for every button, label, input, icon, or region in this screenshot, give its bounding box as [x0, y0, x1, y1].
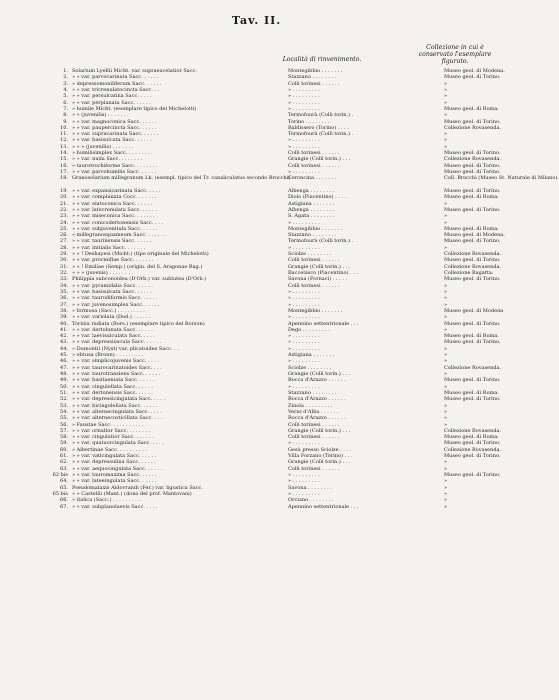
row-number: 3. [63, 80, 68, 87]
row-collection: Collezione Rovasenda. [444, 364, 502, 371]
row-collection: » [444, 484, 448, 491]
row-collection: » [444, 99, 448, 106]
row-locality: » . . . . . . . . . [288, 440, 320, 447]
row-collection: » [444, 352, 448, 359]
row-number: 41. [60, 326, 68, 333]
row-description: » » var. expansicarinata Sacc. . . . . [72, 187, 161, 194]
row-number: 1. [63, 68, 68, 74]
row-locality: » . . . . . . . . . [288, 333, 320, 340]
row-number: 9. [63, 118, 68, 125]
row-number: 15. [60, 156, 68, 163]
row-locality: Colli torinesi . . . . . . [288, 465, 340, 472]
row-number: 46. [60, 358, 68, 365]
row-description: » » var. taurodiformis Sacc. . . . . . [72, 295, 158, 302]
row-collection: » [444, 244, 448, 251]
row-locality: Rocca d'Arazzo . . . . . . [288, 415, 346, 422]
row-number: 51. [60, 389, 68, 396]
row-description: » » var. basitaeniata Sacc. . . . . . [72, 377, 155, 384]
row-collection: Museo geol. di Torino. [444, 396, 501, 403]
row-description: » Albertinae Sacc. . . . . . . . . . [72, 446, 147, 453]
row-number: 17. [60, 169, 68, 175]
row-collection: Museo geol. di Torino. [444, 206, 501, 213]
row-number: 37. [60, 301, 68, 308]
row-locality: Stazzano . . . . . . . . [288, 232, 337, 239]
row-collection: » [444, 459, 448, 466]
row-description: » taurotrochiforme Sacc. . . . . . . . [72, 162, 158, 169]
row-description: » humile Micht. (esemplare tipico del Michelotti) [72, 105, 197, 112]
row-description: » » var. cingulellata Sacc. . . . . . [72, 383, 153, 390]
row-number: 25. [60, 225, 68, 232]
row-collection: » [444, 314, 448, 321]
row-description: » Faustae Sacc. . . . . . . . . . . [72, 421, 144, 428]
row-locality: S. Agata . . . . . . . . [288, 213, 335, 220]
row-description: » » var. persulcatina Sacc. . . . . [72, 93, 152, 100]
row-description: » » var. parvohumilis Sacc. . . . . . [72, 169, 157, 175]
row-number: 35. [60, 288, 68, 295]
row-collection: » [444, 503, 448, 510]
row-collection: Museo geol. di Torino. [444, 377, 501, 384]
row-locality: Gesù presso Sciolze . . . . [288, 446, 352, 453]
row-number: 39. [60, 314, 68, 321]
row-locality: » . . . . . . . . . [288, 339, 320, 346]
row-locality: Sciolze . . . . . . . . [288, 364, 332, 371]
row-collection: » [444, 490, 448, 497]
row-collection: » [444, 131, 448, 138]
row-description: » » (juvenilis) . . . . . . . [72, 112, 129, 119]
row-number: 24. [60, 219, 68, 226]
row-number: 45. [60, 352, 68, 359]
row-collection: » [444, 478, 448, 485]
row-description: » » var. tricrenulatocincta Sacc. . . [72, 86, 160, 93]
row-locality: Grangie (Colli torin.) . . . [288, 156, 351, 163]
row-locality: Torino . . . . . . . . [288, 118, 330, 125]
row-locality: » . . . . . . . . . [288, 169, 320, 175]
row-number: 58. [60, 434, 68, 441]
row-number: 10. [60, 124, 68, 131]
row-description: » » var. juvenosimplex Sacc. . . . . . [72, 301, 160, 308]
row-locality: Grangie (Colli torin.) . . . [288, 371, 351, 377]
row-description: » » var. supracarinata Sacc. . . . . . [72, 131, 159, 138]
row-description: » » var. vaticingulata Sacc. . . . . . [72, 453, 157, 460]
row-description: » » var. miseconica Sacc. . . . . . . [72, 213, 155, 220]
row-description: Torinia radiata (Bors.) (esemplare tipico del Borson) [72, 320, 205, 327]
specimen-table [52, 68, 559, 510]
row-description: » » var. depressicingulata Sacc. . . . . [72, 396, 166, 403]
row-number: 27. [60, 238, 68, 245]
row-description: » humilisimplex Sacc. . . . . . . . . [72, 150, 153, 157]
row-locality: Termofourà (Colli torin.) . [288, 112, 354, 119]
row-locality: » . . . . . . . . . [288, 383, 320, 390]
row-collection: Museo geol. di Torino. [444, 320, 501, 327]
row-locality: Termofourà (Colli torin.) . [288, 131, 354, 138]
row-collection: » [444, 497, 448, 504]
row-locality: » . . . . . . . . . [288, 288, 320, 295]
row-description: » millegranosquameum Sacc. . . . . . . [72, 232, 166, 239]
row-number: 5. [63, 93, 68, 100]
row-locality: » . . . . . . . . . [288, 472, 320, 478]
row-collection: » [444, 112, 448, 119]
row-description: » » var. cingulatior Sacc. . . . . . . [72, 434, 155, 441]
row-collection: » [444, 282, 448, 289]
row-number: 2. [63, 74, 68, 81]
row-number: 64. [60, 478, 68, 485]
row-description: » » var. simplicojuvenis Sacc. . . . . [72, 358, 160, 365]
row-collection: » [444, 93, 448, 100]
row-number: 23. [60, 213, 68, 220]
row-locality: » . . . . . . . . . [288, 345, 320, 352]
row-number: 53. [60, 402, 68, 409]
row-number: 33. [60, 276, 68, 283]
row-description: » » var. alternecosticillata Sacc. . . . [72, 415, 163, 422]
row-collection: Museo geol. di Roma. [444, 105, 499, 112]
row-locality: Rocca d'Arazzo . . . . . . [288, 396, 346, 403]
row-number: 63. [60, 465, 68, 472]
row-locality: » . . . . . . . . . [288, 93, 320, 100]
row-locality: Ceroncina . . . . . . . [288, 175, 337, 182]
row-locality: Grangie (Colli torin.) . . . [288, 263, 351, 270]
row-description: » » var. ornatior Sacc. . . . . . . . [72, 427, 151, 434]
row-locality: » . . . . . . . . . [288, 478, 320, 485]
row-number: 30. [60, 257, 68, 264]
row-collection: Collezione Rovasenda. [444, 124, 502, 131]
row-collection: Museo geol. di Modena [444, 307, 504, 314]
row-collection: » [444, 86, 448, 93]
row-collection: Museo geol. di Torino. [444, 74, 501, 81]
row-number: 66. [60, 497, 68, 504]
row-collection: Museo geol. di Torino. [444, 238, 501, 245]
row-collection: » [444, 301, 448, 308]
row-number: 62. [60, 459, 68, 466]
row-collection: » [444, 295, 448, 302]
row-description: » » » (juvenis) . . . . . . . . [72, 270, 134, 276]
row-locality: Colli torinesi . . . . . . [288, 421, 340, 428]
row-description: » » var. subplanolaevis Sacc. . . . . [72, 503, 158, 510]
row-locality: » . . . . . . . . . [288, 99, 320, 106]
row-collection: » [444, 383, 448, 390]
row-locality: Apennino settentrionale . . . [288, 503, 359, 510]
row-locality: Baldissero (Torino) . . . . [288, 124, 349, 131]
row-number: 8. [63, 112, 68, 119]
row-description: » » var. initialis Sacc. . . . . . . [72, 244, 146, 251]
row-collection: » [444, 402, 448, 409]
row-collection: » [444, 219, 448, 226]
row-description: » » var. depressulina Sacc. . . . . . [72, 459, 156, 466]
row-description: » » ! Emiliae (Semp.) (origin. del S. Aragonae Bag.) [72, 263, 203, 270]
row-description: » » var. laevisulculata Sacc. . . . . [72, 333, 155, 340]
row-locality: » . . . . . . . . . [288, 295, 320, 302]
plate-title: Tav. II. [231, 14, 282, 27]
row-collection: » [444, 415, 448, 422]
row-number: 18. [60, 175, 68, 182]
row-number: 62 bis [52, 472, 68, 478]
row-collection: Museo geol. di Torino. [444, 150, 501, 157]
row-description: » » var. lateeingulata Sacc. . . . . . [72, 478, 157, 485]
row-number: 55. [60, 415, 68, 422]
row-collection: Collezione Rovasenda. [444, 263, 502, 270]
row-collection: Museo geol. di Torino. [444, 162, 501, 169]
row-locality: Dego . . . . . . . . . [288, 326, 330, 333]
row-locality: » . . . . . . . . . [288, 105, 320, 112]
table-row [52, 504, 512, 510]
row-number: 6. [63, 99, 68, 106]
row-locality: Colli torinesi . . . . . . [288, 257, 340, 264]
row-collection: » [444, 358, 448, 365]
row-number: 44. [60, 345, 68, 352]
row-description: » » var. magnoconica Sacc. . . . . . [72, 118, 157, 125]
row-collection: » [444, 421, 448, 428]
row-locality: Montegibbio . . . . . . . [288, 68, 343, 74]
row-collection: Museo geol. di Roma. [444, 434, 499, 441]
row-description: » » var. bicingulellata Sacc. . . . . . [72, 402, 158, 409]
row-description: » » var. quatuorcingulata Sacc. . . . . [72, 440, 164, 447]
row-number: 47. [60, 364, 68, 371]
row-collection: Museo geol. di Roma. [444, 225, 499, 232]
row-collection: » [444, 371, 448, 377]
row-locality: Colli torinesi . . . . . . [288, 150, 340, 157]
row-collection: Collezione Rovasenda. [444, 156, 502, 163]
row-number: 12. [60, 137, 68, 144]
row-number: 61. [60, 453, 68, 460]
row-description: » » var. depressiuscula Sacc. . . . . . [72, 339, 162, 346]
row-description: » » Castellii (Mant.) (dono del prof. Mantovani) [72, 490, 192, 497]
row-description: Philippia subconoidea (D'Orb.) var. sublutea (D'Orb.) [72, 276, 207, 283]
row-locality: Albenga . . . . . . . . [288, 187, 335, 194]
row-collection: Museo geol. di Roma. [444, 194, 499, 201]
row-number: 50. [60, 383, 68, 390]
row-number: 11. [60, 131, 68, 138]
row-locality: » . . . . . . . . . [288, 137, 320, 144]
row-description: » » ! Deshayesi (Micht.) (tipo originale del Michelotti) [72, 251, 209, 258]
row-locality: Rocca d'Arazzo . . . . . . [288, 377, 346, 384]
row-locality: Colli torinesi . . . . . . [288, 80, 340, 87]
row-number: 28. [60, 244, 68, 251]
row-description: » » var. taurinensis Sacc. . . . . . [72, 238, 152, 245]
row-collection: Collezione Bagatta. [444, 270, 494, 276]
row-collection: Museo geol. di Torino. [444, 257, 501, 264]
row-description: » » var. variolata (Dod.) . . . . . . [72, 314, 151, 321]
row-locality: Sciolze . . . . . . . . [288, 251, 332, 258]
row-number: 40. [60, 320, 68, 327]
row-number: 32. [60, 270, 68, 276]
row-number: 26. [60, 232, 68, 239]
collection-column-header: Collezione in cui è conservato l'esemplare figurato. [418, 44, 492, 65]
row-locality: » . . . . . . . . . [288, 244, 320, 251]
row-locality: Apennino settentrionale . . . [288, 320, 359, 327]
row-collection: Museo geol. di Roma. [444, 333, 499, 340]
row-description: » » var. basisulcata Sacc. . . . . . [72, 137, 152, 144]
row-locality: Astigiana . . . . . . . [288, 352, 335, 359]
row-number: 31. [60, 263, 68, 270]
row-collection: Museo geol. di Torino. [444, 472, 501, 478]
row-description: » italica (Sacc.) . . . . . . . . . [72, 497, 140, 504]
row-number: 67. [60, 503, 68, 510]
row-collection: Museo geol. di Torino. [444, 453, 501, 460]
row-number: 38. [60, 307, 68, 314]
row-number: 34. [60, 282, 68, 289]
row-description: Granosolarium millegranum Lk. (esempl. tipico del Tr. canaliculatus secondo Brocchi) [72, 175, 291, 182]
row-number: 60. [60, 446, 68, 453]
row-number: 52. [60, 396, 68, 403]
row-description: » » var. subjuvenitula Sacc. . . . . . [72, 225, 158, 232]
row-number: 20. [60, 194, 68, 201]
row-description: » » var. procmiflae Sacc. . . . . . . [72, 257, 154, 264]
row-description: » » » (juvenilis) . . . . . . . [72, 143, 134, 150]
row-number: 22. [60, 206, 68, 213]
row-number: 57. [60, 427, 68, 434]
row-locality: Astigiana . . . . . . . [288, 200, 335, 207]
row-locality: Grangie (Colli torin.) . . . [288, 427, 351, 434]
row-collection: » [444, 143, 448, 150]
row-locality: Colli torinesi . . . . . . [288, 162, 340, 169]
row-locality: » . . . . . . . . . [288, 143, 320, 150]
row-locality: » . . . . . . . . . [288, 490, 320, 497]
row-description: » » var. perplanata Sacc. . . . . . [72, 99, 151, 106]
row-description: » » var. taurotransiens Sacc. . . . . . [72, 371, 161, 377]
row-number: 21. [60, 200, 68, 207]
row-number: 16. [60, 162, 68, 169]
row-locality: Grangie (Colli torin.) . . . [288, 459, 351, 466]
row-collection: » [444, 80, 448, 87]
row-number: 43. [60, 339, 68, 346]
row-number: 49. [60, 377, 68, 384]
row-number: 59. [60, 440, 68, 447]
row-description: » » var. parvocarinata Sacc. . . . . . [72, 74, 159, 81]
row-collection: » [444, 213, 448, 220]
row-description: » obtusa (Bronn) . . . . . . . . . [72, 352, 144, 359]
row-locality: » . . . . . . . . . [288, 358, 320, 365]
row-collection: » [444, 137, 448, 144]
row-collection: Collezione Rovasenda. [444, 427, 502, 434]
row-description: » » var. basisulcata Sacc. . . . . . [72, 288, 152, 295]
row-locality: » . . . . . . . . . [288, 314, 320, 321]
row-number: 14. [60, 150, 68, 157]
row-locality: Stazzano . . . . . . . . [288, 389, 337, 396]
row-locality: Montegibbio . . . . . . . [288, 225, 343, 232]
row-collection: Museo geol. di Modena. [444, 68, 505, 74]
row-description: » » var. nuda Sacc. . . . . . . . [72, 156, 143, 163]
row-locality: Verzs d'Alba . . . . . . [288, 408, 339, 415]
row-description: Pseudomalaxis Aldovrandi (Fer.) var. ligustica Sacc. [72, 484, 203, 491]
row-collection: » [444, 465, 448, 472]
row-number: 7. [63, 105, 68, 112]
row-description: » » var. taurocarinatoides Sacc. . . . [72, 364, 162, 371]
row-locality: Savona (Fornaci) . . . . . [288, 276, 348, 283]
row-locality: Albenga . . . . . . . . [288, 206, 335, 213]
row-locality: Orciano . . . . . . . . [288, 497, 334, 504]
row-locality: Colli torinesi . . . . . . [288, 282, 340, 289]
row-collection: Collezione Rovasenda. [444, 251, 502, 258]
row-collection: Collezione Rovasenda. [444, 446, 502, 453]
row-locality: Zinola . . . . . . . . . [288, 402, 333, 409]
row-collection: Museo geol. di Torino. [444, 187, 501, 194]
row-collection: » [444, 288, 448, 295]
row-collection: » [444, 326, 448, 333]
row-number: 65 bis [52, 490, 68, 497]
row-number: 54. [60, 408, 68, 415]
row-collection: Museo geol. di Torino. [444, 276, 501, 283]
row-collection: Museo geol. di Roma. [444, 389, 499, 396]
row-description: » » var. aequocingulata Sacc. . . . . . [72, 465, 163, 472]
row-description: » » var. dertolunata Sacc. . . . . . [72, 326, 153, 333]
row-number: 65. [60, 484, 68, 491]
row-number: 29. [60, 251, 68, 258]
row-collection: Museo geol. di Torino. [444, 339, 501, 346]
row-collection: Museo geol. di Torino. [444, 118, 501, 125]
row-description: » » var. conicodertonensis Sacc. . . . [72, 219, 163, 226]
row-locality: » . . . . . . . . . [288, 86, 320, 93]
row-description: » » var. elatoconica Sacc. . . . . . [72, 200, 153, 207]
row-collection: Coll. Brocchi (Museo St. Naturale di Milano). [444, 175, 559, 182]
row-locality: Villa Forzano (Torino) . . . [288, 453, 353, 460]
row-description: » » var. complanata Cocc. . . . . . . [72, 194, 157, 201]
row-locality: Colli torinesi . . . . . . [288, 434, 340, 441]
row-description: » » var. pyramidalis Sacc. . . . . . [72, 282, 153, 289]
row-description: » » var. tauromaxima Sacc. . . . . . [72, 472, 157, 478]
row-number: 19. [60, 187, 68, 194]
row-collection: Museo geol. di Modena. [444, 232, 505, 239]
row-number: 36. [60, 295, 68, 302]
row-description: » formosa (Sacc.) . . . . . . . . . [72, 307, 145, 314]
row-number: 4. [63, 86, 68, 93]
row-description: » » var. paupercincta Sacc. . . . . . [72, 124, 157, 131]
row-number: 13. [60, 143, 68, 150]
row-locality: Diolo (Piacentino) . . . . [288, 194, 347, 201]
row-description: » » var. dertonensis Sacc. . . . . . [72, 389, 153, 396]
row-collection: Museo geol. di Torino. [444, 169, 501, 175]
row-locality: Baccelasco (Piacentino) . . . [288, 270, 358, 276]
row-collection: » [444, 345, 448, 352]
row-number: 56. [60, 421, 68, 428]
row-collection: » [444, 408, 448, 415]
row-locality: Savona . . . . . . . . [288, 484, 332, 491]
row-description: » depressomoniliferum Sacc. . . . . . [72, 80, 162, 87]
row-number: 48. [60, 371, 68, 377]
row-description: » » var. alternecingulata Sacc. . . . . [72, 408, 162, 415]
row-locality: » . . . . . . . . . [288, 219, 320, 226]
locality-column-header: Località di rinvenimento. [282, 56, 362, 63]
row-description: » Dumontii (Nyst) var. plicatoides Sacc. . . [72, 345, 179, 352]
row-locality: » . . . . . . . . . [288, 301, 320, 308]
row-locality: Stazzano . . . . . . . . [288, 74, 337, 81]
row-collection: » [444, 200, 448, 207]
row-number: 42. [60, 333, 68, 340]
row-locality: Montegibbio . . . . . . . [288, 307, 343, 314]
row-collection: Museo geol. di Torino. [444, 440, 501, 447]
row-locality: Termofourà (Colli torin.) . [288, 238, 354, 245]
row-description: » » var. latecrenulata Sacc. . . . . . [72, 206, 157, 213]
row-description: Solarium Lyellii Micht. var. supraexcelatior Sacc. [72, 68, 197, 74]
